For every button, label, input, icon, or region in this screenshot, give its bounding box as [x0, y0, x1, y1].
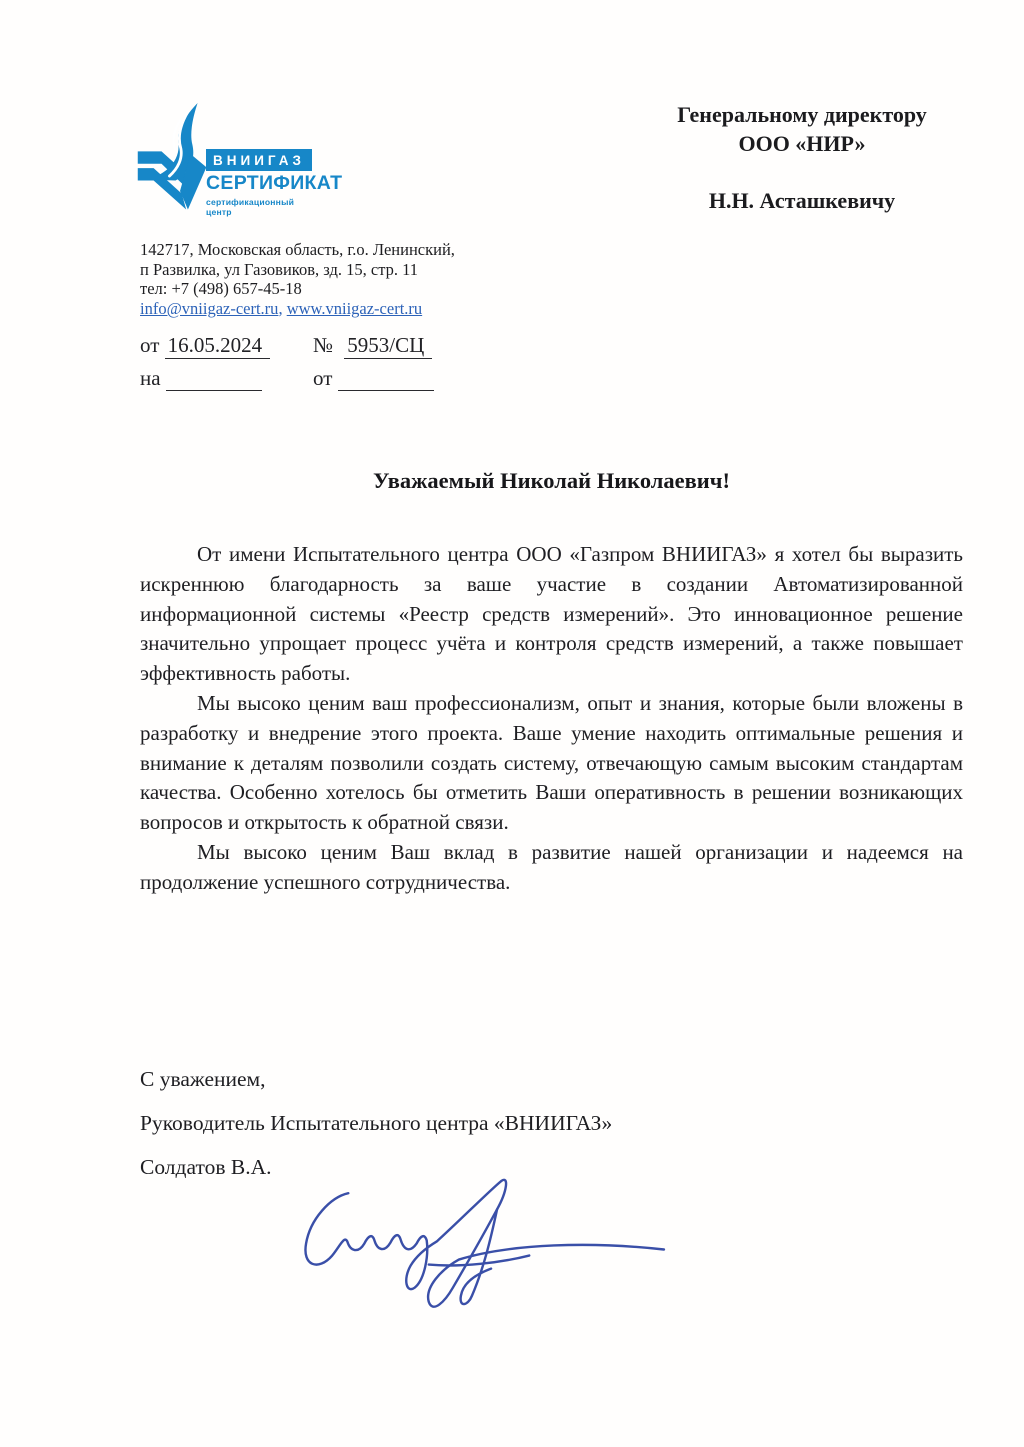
letter-body — [140, 540, 963, 898]
recipient-block — [618, 100, 986, 215]
ref-reply-from-cell — [313, 366, 540, 391]
recipient-company: ООО «НИР» — [738, 131, 866, 156]
ref-reply-to-label: на — [140, 366, 161, 390]
ref-number-value: 5953/СЦ — [344, 333, 432, 359]
signature-scrawl — [290, 1170, 672, 1328]
ref-reply-to-cell — [140, 366, 313, 391]
ref-reply-to-blank — [166, 369, 262, 391]
closing-regards: С уважением, — [140, 1067, 266, 1091]
recipient-title: Генеральному директору — [677, 102, 927, 127]
sender-address-line2: п Развилка, ул Газовиков, зд. 15, стр. 11 — [140, 259, 419, 279]
ref-reply-from-label: от — [313, 366, 333, 390]
sender-address-line1: 142717, Московская область, г.о. Ленинский, — [140, 240, 455, 259]
body-paragraph: Мы высоко ценим ваш профессионализм, опыт и знания, которые были вложены в разработку и внедрение этого проекта. Ваше умение находить оптимальные решения и внимание к деталям позволили создать систему, отвечающую самым высоким стандартам качества. Особенно хотелось бы отметить Ваши оперативность в решении возникающих вопросов и открытость к обратной связи. — [140, 690, 963, 835]
reference-block — [140, 333, 540, 391]
ref-date-label: от — [140, 333, 160, 357]
closing-name: Солдатов В.А. — [140, 1155, 272, 1179]
ref-date-cell — [140, 333, 313, 358]
recipient-name: Н.Н. Асташкевичу — [708, 188, 896, 213]
logo-org-name: ВНИИГАЗ — [206, 149, 312, 171]
sender-links — [140, 299, 455, 319]
ref-number-sign: № — [313, 333, 334, 357]
sender-website-link[interactable]: www.vniigaz-cert.ru — [286, 298, 423, 318]
logo-cert-name: СЕРТИФИКАТ — [206, 172, 343, 194]
body-paragraph: От имени Испытательного центра ООО «Газпром ВНИИГАЗ» я хотел бы выразить искреннюю благодарность за ваше участие в создании Автоматизированной информационной системы «Реестр средств измерений». Это инновационное решение значительно упрощает процесс учёта и контроля средств измерений, а также повышает эффективность работы. — [140, 542, 963, 686]
closing-position: Руководитель Испытательного центра «ВНИИГАЗ» — [140, 1111, 613, 1135]
link-separator: , — [278, 298, 287, 318]
ref-reply-from-blank — [338, 369, 434, 391]
sender-address-block — [140, 240, 455, 318]
ref-number-cell — [313, 333, 540, 358]
salutation: Уважаемый Николай Николаевич! — [373, 468, 730, 493]
body-paragraph: Мы высоко ценим Ваш вклад в развитие нашей организации и надеемся на продолжение успешного сотрудничества. — [140, 839, 963, 894]
logo-text-block — [206, 149, 343, 217]
sender-phone: тел: +7 (498) 657-45-18 — [140, 279, 302, 299]
sender-email-link[interactable]: info@vniigaz-cert.ru — [140, 298, 279, 318]
logo-subtitle: сертификационный центр — [206, 197, 295, 217]
ref-date-value: 16.05.2024 — [165, 333, 271, 359]
